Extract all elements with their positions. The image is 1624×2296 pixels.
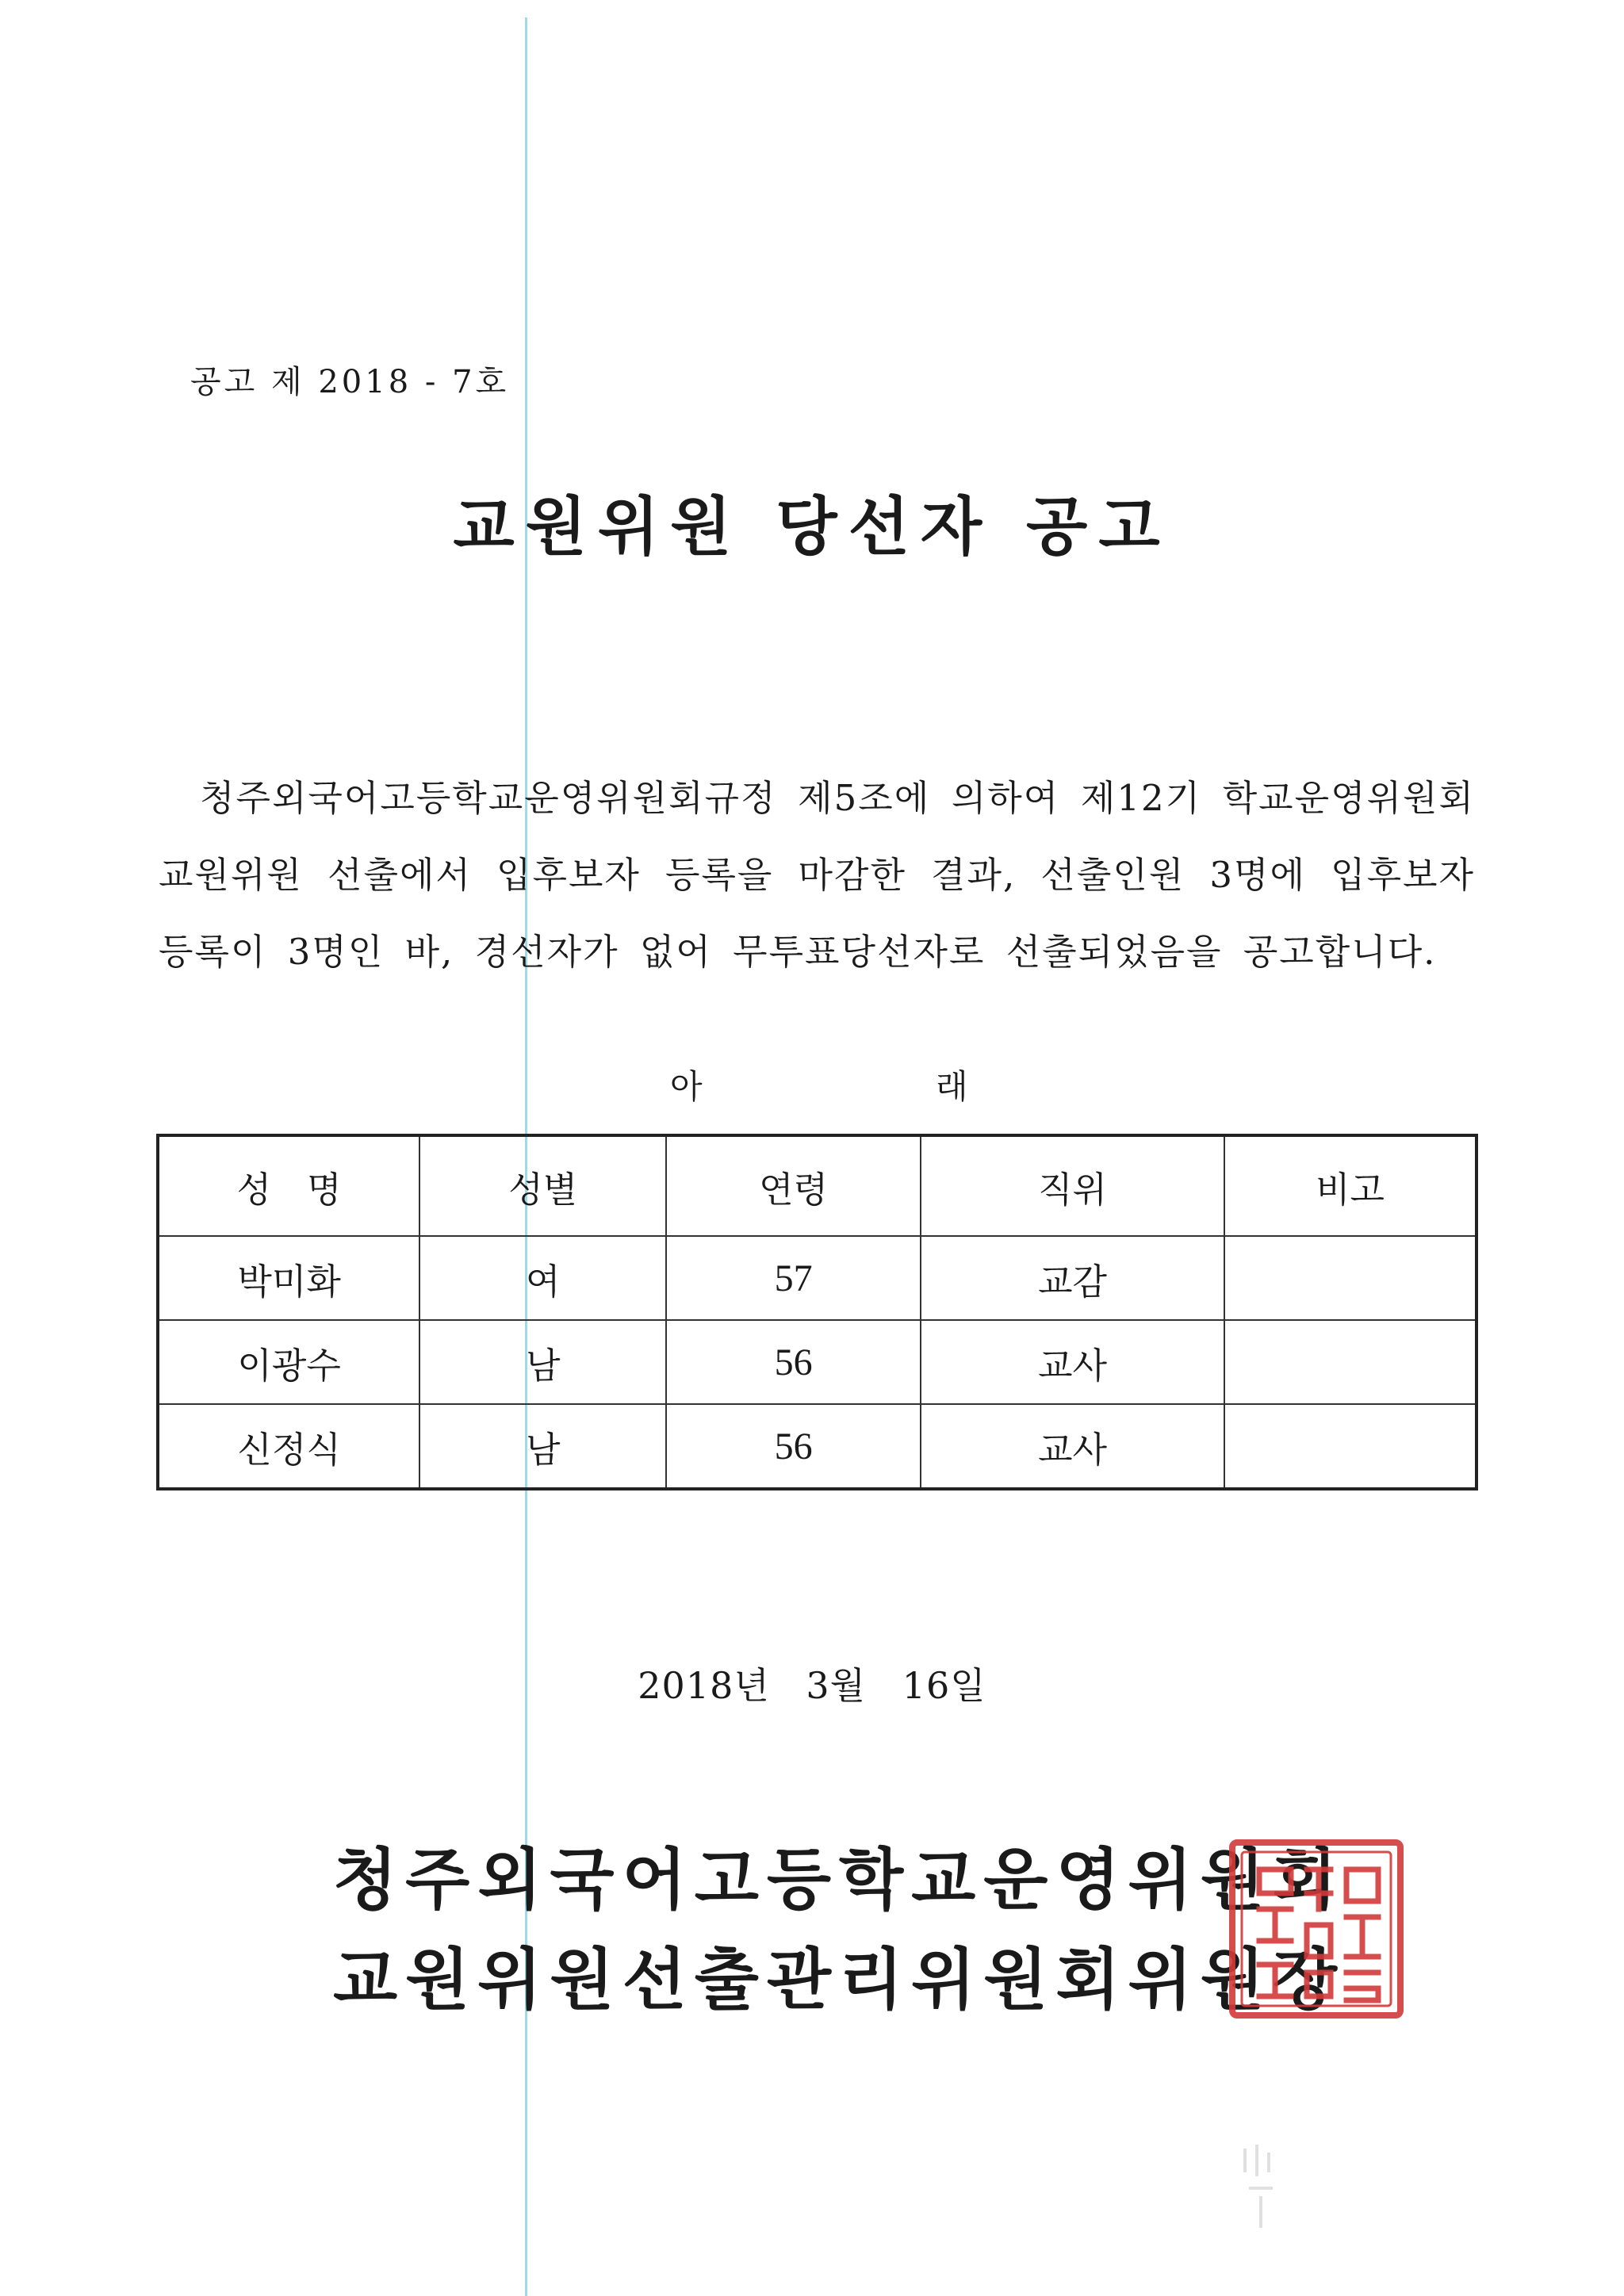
cell-age: 56 <box>666 1404 921 1489</box>
elected-table <box>156 1134 1478 1490</box>
scan-smudge-icon <box>1237 2141 1285 2236</box>
notice-body: 청주외국어고등학교운영위원회규정 제5조에 의하여 제12기 학교운영위원회 교원위원 선출에서 입후보자 등록을 마감한 결과, 선출인원 3명에 입후보자 등록이 3명인 바, 경선자가 없어 무투표당선자로 선출되었음을 공고합니다. <box>159 777 1475 973</box>
cell-sex: 남 <box>419 1320 666 1404</box>
cell-note <box>1224 1320 1477 1404</box>
cell-name: 신정식 <box>158 1404 419 1489</box>
official-seal-icon <box>1228 1838 1405 2020</box>
table-row <box>158 1320 1477 1404</box>
page-title: 교원위원 당선자 공고 <box>453 489 1171 564</box>
table-row <box>158 1404 1477 1489</box>
cell-sex: 남 <box>419 1404 666 1489</box>
cell-position: 교감 <box>921 1236 1224 1320</box>
header-age: 연령 <box>666 1135 921 1236</box>
notice-date: 2018년 3월 16일 <box>638 1664 986 1707</box>
cell-name: 이광수 <box>158 1320 419 1404</box>
cell-age: 57 <box>666 1236 921 1320</box>
below-label-char-2: 래 <box>936 1067 968 1106</box>
cell-sex: 여 <box>419 1236 666 1320</box>
table-row <box>158 1236 1477 1320</box>
issuer-line-1: 청주외국어고등학교운영위원회 <box>333 1840 1346 1919</box>
header-position: 직위 <box>921 1135 1224 1236</box>
notice-number: 공고 제 2018 - 7호 <box>190 364 510 400</box>
cell-position: 교사 <box>921 1320 1224 1404</box>
header-note: 비고 <box>1224 1135 1477 1236</box>
table-header-row <box>158 1135 1477 1236</box>
header-name: 성 명 <box>158 1135 419 1236</box>
cell-age: 56 <box>666 1320 921 1404</box>
cell-position: 교사 <box>921 1404 1224 1489</box>
header-sex: 성별 <box>419 1135 666 1236</box>
issuer-block <box>333 1830 1345 2030</box>
issuer-line-2: 교원위원선출관리위원회위원장 <box>333 1940 1346 2019</box>
cell-note <box>1224 1404 1477 1489</box>
cell-name: 박미화 <box>158 1236 419 1320</box>
below-label-char-1: 아 <box>670 1067 703 1106</box>
cell-note <box>1224 1236 1477 1320</box>
